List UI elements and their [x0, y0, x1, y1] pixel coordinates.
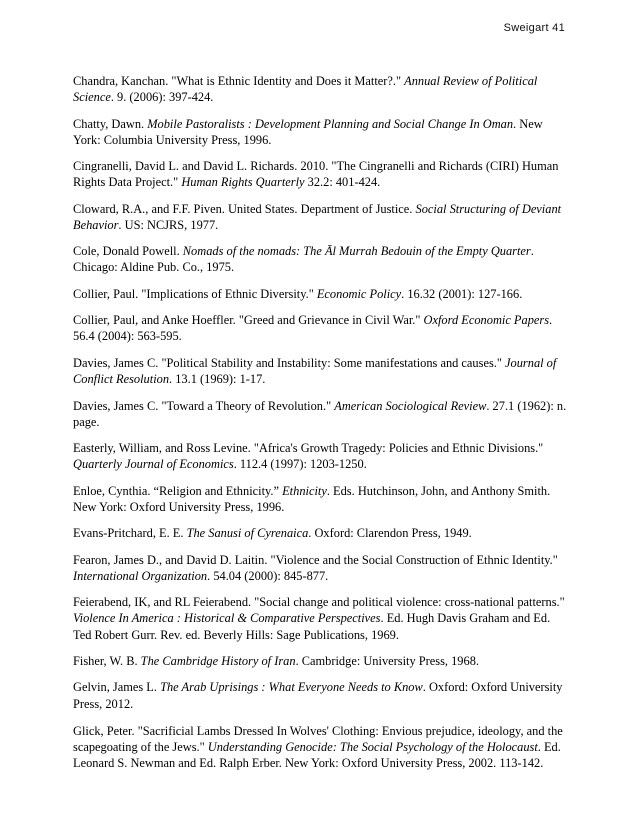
reference-title: Ethnicity: [282, 483, 327, 498]
reference-entry: [73, 552, 569, 584]
reference-text: . 13.1 (1969): 1-17.: [169, 372, 266, 387]
reference-entry: [73, 525, 569, 541]
reference-title: Mobile Pastoralists : Development Planning and Social Change In Oman: [147, 116, 514, 131]
reference-text: Fearon, James D., and David D. Laitin. "Violence and the Social Construction of Ethnic Identity.": [73, 552, 558, 567]
reference-text: . Oxford: Clarendon Press, 1949.: [308, 526, 472, 541]
reference-text: Collier, Paul. "Implications of Ethnic Diversity.": [73, 286, 317, 301]
reference-text: . 112.4 (1997): 1203-1250.: [233, 457, 367, 472]
reference-text: . US: NCJRS, 1977.: [118, 217, 219, 232]
bibliography-list: [73, 73, 569, 782]
reference-entry: [73, 594, 569, 642]
reference-title: Annual Review of Political Science: [73, 74, 538, 105]
reference-entry: [73, 73, 569, 105]
reference-title: Human Rights Quarterly: [181, 175, 305, 190]
reference-text: Enloe, Cynthia. “Religion and Ethnicity.”: [73, 483, 283, 498]
reference-text: Chatty, Dawn.: [73, 116, 148, 131]
reference-text: . 56.4 (2004): 563-595.: [73, 313, 553, 344]
reference-text: Davies, James C. "Political Stability and Instability: Some manifestations and causes.": [73, 355, 506, 370]
reference-entry: [73, 440, 569, 472]
reference-text: . Oxford: Oxford University Press, 2012.: [73, 680, 563, 711]
reference-text: Cole, Donald Powell.: [73, 244, 183, 259]
running-head: Sweigart 41: [503, 22, 565, 34]
reference-title: Understanding Genocide: The Social Psychology of the Holocaust: [207, 740, 538, 755]
reference-text: . Cambridge: University Press, 1968.: [295, 654, 479, 668]
reference-text: Cingranelli, David L. and David L. Richards. 2010. "The Cingranelli and Richards (CIRI) Human Rights Data Project.": [73, 159, 559, 190]
reference-entry: [73, 679, 569, 711]
reference-text: Gelvin, James L.: [73, 680, 161, 695]
reference-entry: [73, 483, 569, 515]
reference-entry: [73, 653, 569, 669]
reference-text: Evans-Pritchard, E. E.: [73, 526, 187, 541]
reference-entry: [73, 723, 569, 771]
reference-title: Journal of Conflict Resolution: [73, 355, 557, 387]
reference-title: Nomads of the nomads: The Āl Murrah Bedouin of the Empty Quarter: [182, 244, 531, 259]
reference-text: Cloward, R.A., and F.F. Piven. United States. Department of Justice.: [73, 201, 416, 216]
reference-entry: [73, 286, 569, 302]
reference-text: . Ed. Hugh Davis Graham and Ed. Ted Robert Gurr. Rev. ed. Beverly Hills: Sage Publications, 1969.: [73, 611, 551, 642]
reference-title: Social Structuring of Deviant Behavior: [73, 201, 562, 232]
reference-entry: [73, 355, 569, 387]
reference-entry: [73, 243, 569, 275]
reference-title: American Sociological Review: [334, 398, 487, 413]
reference-text: 32.2: 401-424.: [304, 175, 381, 190]
reference-text: . New York: Columbia University Press, 1996.: [73, 116, 543, 147]
reference-text: . Eds. Hutchinson, John, and Anthony Smith. New York: Oxford University Press, 1996.: [73, 483, 551, 514]
reference-title: Oxford Economic Papers: [423, 313, 550, 328]
reference-text: . Ed. Leonard S. Newman and Ed. Ralph Erber. New York: Oxford University Press, 2002. 113-142.: [73, 740, 561, 771]
reference-text: . Chicago: Aldine Pub. Co., 1975.: [73, 244, 534, 275]
reference-text: Easterly, William, and Ross Levine. "Africa's Growth Tragedy: Policies and Ethnic Divisions.": [73, 441, 544, 456]
reference-text: Davies, James C. "Toward a Theory of Revolution.": [73, 398, 335, 413]
reference-text: . 54.04 (2000): 845-877.: [207, 568, 329, 583]
reference-text: . 16.32 (2001): 127-166.: [401, 286, 523, 301]
reference-title: The Sanusi of Cyrenaica: [186, 526, 309, 541]
reference-title: International Organization: [73, 568, 208, 583]
reference-title: Violence In America : Historical & Comparative Perspectives: [73, 611, 381, 626]
reference-entry: [73, 398, 569, 430]
reference-text: Glick, Peter. "Sacrificial Lambs Dressed In Wolves' Clothing: Envious prejudice, ideology, and the scapegoating of the Jews.": [73, 724, 563, 755]
reference-entry: [73, 116, 569, 148]
reference-text: Collier, Paul, and Anke Hoeffler. "Greed and Grievance in Civil War.": [73, 313, 424, 328]
reference-title: The Arab Uprisings : What Everyone Needs to Know: [160, 680, 423, 695]
reference-text: . 27.1 (1962): n. page.: [73, 398, 567, 429]
reference-title: Economic Policy: [316, 286, 402, 301]
reference-title: Quarterly Journal of Economics: [73, 457, 234, 472]
reference-entry: [73, 201, 569, 233]
reference-text: Chandra, Kanchan. "What is Ethnic Identity and Does it Matter?.": [73, 74, 405, 88]
reference-text: Fisher, W. B.: [73, 654, 141, 668]
reference-text: Feierabend, IK, and RL Feierabend. "Social change and political violence: cross-national patterns.": [73, 595, 565, 610]
reference-title: The Cambridge History of Iran: [140, 654, 296, 668]
reference-text: . 9. (2006): 397-424.: [110, 90, 214, 105]
reference-entry: [73, 158, 569, 190]
reference-entry: [73, 312, 569, 344]
